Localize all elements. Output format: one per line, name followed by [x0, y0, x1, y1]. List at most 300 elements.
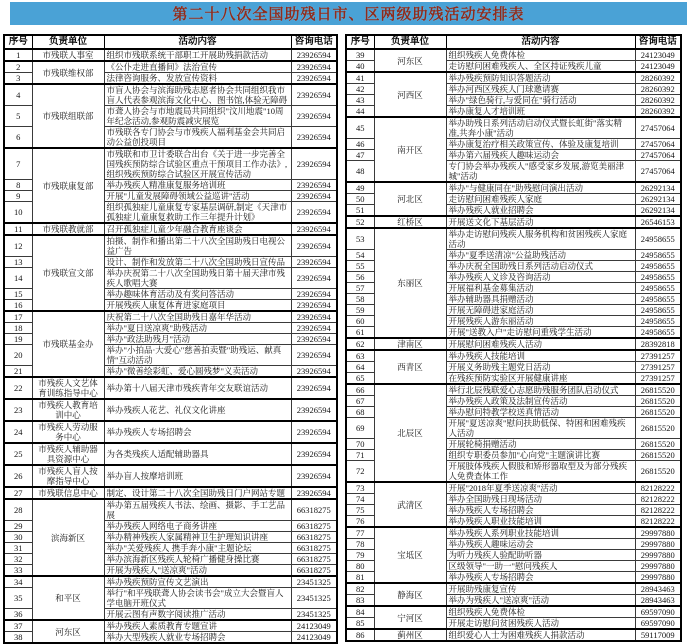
phone-cell: 23926594 [291, 465, 337, 487]
activity-cell: 举办"绿色骑行,与爱同在"骑行活动 [446, 95, 635, 106]
unit-cell: 市残疾人劳动服务中心 [32, 421, 104, 443]
phone-cell: 23926594 [291, 399, 337, 421]
activity-cell: 举办残疾人系列职业技能培训 [446, 527, 635, 539]
activity-cell: 区级领导"一助一"慰问残疾人 [446, 561, 635, 572]
schedule-table-left [3, 34, 338, 644]
table-row [346, 527, 681, 539]
phone-cell: 23926594 [291, 191, 337, 202]
table-row [4, 377, 337, 399]
row-number-cell: 76 [346, 516, 374, 528]
row-number-cell: 57 [346, 283, 374, 294]
phone-cell: 23926594 [291, 49, 337, 61]
activity-cell: 开展无障碍进家庭活动 [446, 305, 635, 316]
row-number-cell: 12 [4, 235, 32, 257]
phone-cell: 27391257 [635, 362, 681, 373]
row-number-cell: 78 [346, 539, 374, 550]
activity-cell: 举办残疾人就业招聘会 [446, 205, 635, 217]
phone-cell: 82128222 [635, 494, 681, 505]
table-row [4, 576, 337, 588]
activity-cell: 举办康复人才培训班 [446, 106, 635, 118]
row-number-cell: 77 [346, 527, 374, 539]
activity-cell: 拍摄、制作和播出第二十八次全国助残日电视公益广告 [104, 235, 291, 257]
unit-cell: 河东区 [374, 49, 446, 72]
unit-cell: 和平区 [32, 576, 104, 620]
row-number-cell: 61 [346, 327, 374, 339]
row-number-cell: 39 [346, 49, 374, 61]
row-number-cell: 40 [346, 61, 374, 73]
phone-cell: 26815520 [635, 418, 681, 439]
table-row [4, 223, 337, 235]
activity-cell: 召开孤独症儿童少年融合教育座谈会 [104, 223, 291, 235]
row-number-cell: 26 [4, 465, 32, 487]
phone-cell: 24958655 [635, 316, 681, 327]
row-number-cell: 71 [346, 450, 374, 461]
activity-cell: 举办残疾人网络电子商务讲座 [104, 521, 291, 532]
activity-cell: 组织孤独症儿童康复专家基层调研,制定《天津市孤独症儿童康复救助工作三年提升计划》 [104, 202, 291, 224]
phone-cell: 24958655 [635, 250, 681, 261]
table-row [4, 499, 337, 521]
table-row [4, 487, 337, 499]
activity-cell: 举办残疾人专场招聘会 [104, 421, 291, 443]
row-number-cell: 50 [346, 194, 374, 205]
row-number-cell: 21 [4, 366, 32, 378]
unit-cell: 市残联宣文部 [32, 235, 104, 311]
activity-cell: 走访慰问困难残疾人家庭 [446, 194, 635, 205]
activity-cell: 为听力残疾人验配助听器 [446, 550, 635, 561]
row-number-cell: 83 [346, 595, 374, 607]
phone-cell: 26815520 [635, 461, 681, 483]
row-number-cell: 20 [4, 345, 32, 366]
row-number-cell: 60 [346, 316, 374, 327]
phone-cell: 28943463 [635, 595, 681, 607]
row-number-cell: 14 [4, 268, 32, 289]
activity-cell: 举办第六届残疾人趣味运动会 [446, 150, 635, 161]
activity-cell: 举办河西区残疾人门球邀请赛 [446, 84, 635, 95]
row-number-cell: 7 [4, 148, 32, 180]
table-row [4, 84, 337, 106]
row-number-cell: 1 [4, 49, 32, 61]
row-number-cell: 79 [346, 550, 374, 561]
phone-cell: 23926594 [291, 345, 337, 366]
unit-cell: 市残联组联部 [32, 84, 104, 148]
table-row [4, 61, 337, 73]
table-row [346, 49, 681, 61]
col-header-phone: 咨询电话 [291, 35, 337, 49]
phone-cell: 28260392 [635, 95, 681, 106]
activity-cell: 举办"关爱残疾人 携手奔小康"主题论坛 [104, 543, 291, 554]
row-number-cell: 82 [346, 583, 374, 595]
activity-cell: 举办精神残疾人家属精神卫生护理知识讲座 [104, 532, 291, 543]
row-number-cell: 68 [346, 407, 374, 418]
table-row [346, 338, 681, 350]
row-number-cell: 22 [4, 377, 32, 399]
row-number-cell: 24 [4, 421, 32, 443]
unit-cell: 市残联维权部 [32, 61, 104, 84]
unit-cell: 市残联基金办 [32, 311, 104, 377]
row-number-cell: 35 [4, 588, 32, 609]
phone-cell: 66318275 [291, 565, 337, 577]
col-header-no: 序号 [4, 35, 32, 49]
activity-cell: 开展助残康复宣传 [446, 583, 635, 595]
row-number-cell: 19 [4, 334, 32, 345]
activity-cell: 开展义务助残主题党日活动 [446, 362, 635, 373]
tables-container [3, 34, 683, 644]
activity-cell: 开展云图有声数字阅读推广活动 [104, 609, 291, 621]
unit-cell: 市残疾人文艺体育训练指导中心 [32, 377, 104, 399]
unit-cell: 静海区 [374, 583, 446, 606]
row-number-cell: 72 [346, 461, 374, 483]
unit-cell: 市残疾人辅助器具资源中心 [32, 443, 104, 465]
row-number-cell: 54 [346, 250, 374, 261]
row-number-cell: 30 [4, 532, 32, 543]
activity-cell: 举办残疾人趣味运动会 [446, 539, 635, 550]
activity-cell: 开展"送教入户"走访慰问重残学生活动 [446, 327, 635, 339]
activity-cell: 市聋人协会与市地震局共同组织"汶川地震"10周年纪念活动,参观防震减灾展览 [104, 106, 291, 127]
unit-cell: 西青区 [374, 350, 446, 384]
phone-cell: 24123049 [635, 49, 681, 61]
phone-cell: 29997880 [635, 550, 681, 561]
unit-cell: 蓟州区 [374, 629, 446, 641]
phone-cell: 26815520 [635, 439, 681, 450]
table-row [4, 620, 337, 632]
phone-cell: 23926594 [291, 73, 337, 85]
phone-cell: 59117009 [635, 629, 681, 641]
activity-cell: 举办"政法助残月"活动 [104, 334, 291, 345]
header-row [4, 35, 337, 49]
phone-cell: 27391257 [635, 350, 681, 362]
row-number-cell: 10 [4, 202, 32, 224]
phone-cell: 23926594 [291, 148, 337, 180]
activity-cell: 专门协会举办残疾人"感受家乡发展,游览美丽津城"活动 [446, 161, 635, 183]
phone-cell: 23451325 [291, 576, 337, 588]
table-row [346, 72, 681, 84]
activity-cell: 开展走访慰问贫困残疾人活动 [446, 618, 635, 630]
phone-cell: 29997880 [635, 539, 681, 550]
activity-cell: 开展肢体残疾人假肢和矫形器取型及为部分残疾人免费查体工作 [446, 461, 635, 483]
col-header-activity: 活动内容 [104, 35, 291, 49]
phone-cell: 26815520 [635, 407, 681, 418]
phone-cell: 82128222 [635, 516, 681, 528]
table-body-right [346, 49, 681, 641]
row-number-cell: 42 [346, 84, 374, 95]
row-number-cell: 6 [4, 127, 32, 149]
row-number-cell: 46 [346, 139, 374, 150]
activity-cell: 《公仆走进直播间》法治宣传 [104, 61, 291, 73]
row-number-cell: 67 [346, 396, 374, 407]
activity-cell: 举办残疾人素质教育专题宣讲 [104, 620, 291, 632]
phone-cell: 23926594 [291, 106, 337, 127]
row-number-cell: 70 [346, 439, 374, 450]
activity-cell: 举办庆祝全国助残日系列活动启动仪式 [446, 261, 635, 272]
title-bar [10, 2, 687, 25]
phone-cell: 66318275 [291, 532, 337, 543]
activity-cell: 庆祝第二十八次全国助残日嘉年华活动 [104, 311, 291, 323]
activity-cell: 法律咨询服务、发放宣传资料 [104, 73, 291, 85]
activity-cell: 制定、设计第二十八次全国助残日门户网站专题 [104, 487, 291, 499]
phone-cell: 23926594 [291, 334, 337, 345]
activity-cell: 开展"夏送凉爽"慰问扶助低保、特困和困难残疾人活动 [446, 418, 635, 439]
row-number-cell: 62 [346, 338, 374, 350]
phone-cell: 23926594 [291, 61, 337, 73]
phone-cell: 69597090 [635, 618, 681, 630]
activity-cell: 市残联和市卫计委联合出台《关于进一步完善全国残疾预防综合试验区重点干预项目工作办法》,组织残疾预防综合试验区开展宣传活动 [104, 148, 291, 180]
activity-cell: 举办盲人按摩培训班 [104, 465, 291, 487]
row-number-cell: 4 [4, 84, 32, 106]
unit-cell: 武清区 [374, 482, 446, 527]
activity-cell: 举办"微善绘彩虹、爱心圆残梦"义卖活动 [104, 366, 291, 378]
row-number-cell: 11 [4, 223, 32, 235]
schedule-table-right [345, 34, 682, 642]
phone-cell: 82128222 [635, 505, 681, 516]
row-number-cell: 9 [4, 191, 32, 202]
unit-cell: 河西区 [374, 72, 446, 117]
row-number-cell: 63 [346, 350, 374, 362]
row-number-cell: 55 [346, 261, 374, 272]
activity-cell: 举办残疾人花艺、礼仪文化讲座 [104, 399, 291, 421]
row-number-cell: 58 [346, 294, 374, 305]
phone-cell: 23926594 [291, 377, 337, 399]
activity-cell: 举办残疾人义诊及咨询活动 [446, 272, 635, 283]
row-number-cell: 41 [346, 72, 374, 84]
row-number-cell: 23 [4, 399, 32, 421]
activity-cell: 举办辅助器具捐赠活动 [446, 294, 635, 305]
row-number-cell: 52 [346, 216, 374, 228]
row-number-cell: 64 [346, 362, 374, 373]
header-row [346, 35, 681, 49]
table-row [346, 350, 681, 362]
activity-cell: 举办"小拍品·大爱心"慈善拍卖暨"助残运、献真情"互动活动 [104, 345, 291, 366]
activity-cell: 举办慰问特教学校送真情活动 [446, 407, 635, 418]
unit-cell: 滨海新区 [32, 499, 104, 576]
phone-cell: 29997880 [635, 572, 681, 584]
row-number-cell: 17 [4, 311, 32, 323]
activity-cell: 开展福利基金募集活动 [446, 283, 635, 294]
phone-cell: 23926594 [291, 366, 337, 378]
row-number-cell: 53 [346, 228, 374, 250]
activity-cell: 举办"夏季送清凉"公益助残活动 [446, 250, 635, 261]
phone-cell: 26815520 [635, 384, 681, 396]
phone-cell: 23926594 [291, 487, 337, 499]
activity-cell: 开展"2018年夏季送凉爽"活动 [446, 482, 635, 494]
col-header-unit: 负责单位 [32, 35, 104, 49]
phone-cell: 24123049 [291, 632, 337, 644]
activity-cell: 举办庆祝第二十八次全国助残日第十届天津市残疾人歌唱大赛 [104, 268, 291, 289]
row-number-cell: 47 [346, 150, 374, 161]
table-row [4, 311, 337, 323]
table-row [4, 421, 337, 443]
table-header [346, 35, 681, 49]
row-number-cell: 69 [346, 418, 374, 439]
activity-cell: 开展残疾人康复体育进家庭项目 [104, 300, 291, 312]
phone-cell: 23926594 [291, 223, 337, 235]
activity-cell: 开展残疾人游东丽活动 [446, 316, 635, 327]
activity-cell: 开展"儿童发展障碍领域公益巡讲"活动 [104, 191, 291, 202]
phone-cell: 23926594 [291, 84, 337, 106]
row-number-cell: 37 [4, 620, 32, 632]
row-number-cell: 3 [4, 73, 32, 85]
activity-cell: 举办大型残疾人就业专场招聘会 [104, 632, 291, 644]
row-number-cell: 48 [346, 161, 374, 183]
activity-cell: 举办残疾人精准康复服务培训班 [104, 180, 291, 191]
table-row [346, 228, 681, 250]
phone-cell: 28260392 [635, 84, 681, 95]
phone-cell: 23926594 [291, 257, 337, 268]
phone-cell: 23926594 [291, 323, 337, 334]
phone-cell: 23451325 [291, 588, 337, 609]
col-header-activity: 活动内容 [446, 35, 635, 49]
activity-cell: 举办残疾预防知识答题活动 [446, 72, 635, 84]
phone-cell: 24958655 [635, 261, 681, 272]
row-number-cell: 36 [4, 609, 32, 621]
phone-cell: 23926594 [291, 311, 337, 323]
activity-cell: 市残联各专门协会与市残疾人福利基金会共同启动公益创投项目 [104, 127, 291, 149]
activity-cell: 开展轮椅捐赠活动 [446, 439, 635, 450]
table-row [4, 49, 337, 61]
phone-cell: 24958655 [635, 272, 681, 283]
phone-cell: 23926594 [291, 443, 337, 465]
phone-cell: 23926594 [291, 289, 337, 300]
activity-cell: 举办残疾人政策及法制宣传活动 [446, 396, 635, 407]
phone-cell: 26815520 [635, 396, 681, 407]
phone-cell: 23451325 [291, 609, 337, 621]
phone-cell: 66318275 [291, 543, 337, 554]
phone-cell: 24958655 [635, 305, 681, 316]
table-row [346, 117, 681, 139]
phone-cell: 27457064 [635, 161, 681, 183]
phone-cell: 26292134 [635, 194, 681, 205]
phone-cell: 24958655 [635, 283, 681, 294]
activity-cell: 举办第十八届天津市残疾青年交友联谊活动 [104, 377, 291, 399]
row-number-cell: 32 [4, 554, 32, 565]
activity-cell: 举办趣味体育活动及有奖问答活动 [104, 289, 291, 300]
table-row [346, 216, 681, 228]
row-number-cell: 13 [4, 257, 32, 268]
phone-cell: 66318275 [291, 554, 337, 565]
activity-cell: 组织专职委员参加"心向党"主题演讲比赛 [446, 450, 635, 461]
table-row [4, 399, 337, 421]
activity-cell: 设计、制作和发放第二十八次全国助残日宣传品 [104, 257, 291, 268]
phone-cell: 27457064 [635, 139, 681, 150]
col-header-phone: 咨询电话 [635, 35, 681, 49]
phone-cell: 23926594 [291, 202, 337, 224]
activity-cell: 走访慰问困难残疾人、全区持证残疾儿童 [446, 61, 635, 73]
activity-cell: 组织残疾人免费体检 [446, 49, 635, 61]
row-number-cell: 34 [4, 576, 32, 588]
table-row [346, 606, 681, 618]
activity-cell: 市盲人协会与滨海助残志愿者协会共同组织我市盲人代表参观滨海文化中心、图书馆,体验无障碍 [104, 84, 291, 106]
phone-cell: 29997880 [635, 527, 681, 539]
activity-cell: 在残疾预防实验区开展健康讲座 [446, 373, 635, 385]
activity-cell: 举办残疾人技能培训 [446, 350, 635, 362]
activity-cell: 举办走访慰问残疾人服务机构和贫困残疾人家庭活动 [446, 228, 635, 250]
page-title: 第二十八次全国助残日市、区两级助残活动安排表 [172, 6, 525, 23]
row-number-cell: 33 [4, 565, 32, 577]
row-number-cell: 66 [346, 384, 374, 396]
phone-cell: 24958655 [635, 228, 681, 250]
row-number-cell: 25 [4, 443, 32, 465]
row-number-cell: 5 [4, 106, 32, 127]
activity-cell: 举办残疾人专场招聘会 [446, 505, 635, 516]
phone-cell: 28260392 [635, 106, 681, 118]
phone-cell: 23926594 [291, 421, 337, 443]
activity-cell: 举办残疾人专场招聘会 [446, 572, 635, 584]
phone-cell: 24123049 [291, 620, 337, 632]
activity-cell: 举办"夏日送凉爽"助残活动 [104, 323, 291, 334]
row-number-cell: 2 [4, 61, 32, 73]
row-number-cell: 75 [346, 505, 374, 516]
row-number-cell: 74 [346, 494, 374, 505]
activity-cell: 组织残疾人免费体检 [446, 606, 635, 618]
unit-cell: 市残疾人教育培训中心 [32, 399, 104, 421]
phone-cell: 27457064 [635, 150, 681, 161]
phone-cell: 26292134 [635, 182, 681, 194]
row-number-cell: 8 [4, 180, 32, 191]
activity-cell: 举行北辰残联爱心志愿助残服务团队启动仪式 [446, 384, 635, 396]
row-number-cell: 29 [4, 521, 32, 532]
activity-cell: 举行"和平残联聋人协会读书会"成立大会暨盲人学电脑开班仪式 [104, 588, 291, 609]
activity-cell: 举办滨海新区残疾人轮椅广播健身操比赛 [104, 554, 291, 565]
row-number-cell: 84 [346, 606, 374, 618]
unit-cell: 河东区 [32, 620, 104, 643]
table-row [4, 148, 337, 180]
unit-cell: 市残联信息中心 [32, 487, 104, 499]
phone-cell: 26292134 [635, 205, 681, 217]
row-number-cell: 45 [346, 117, 374, 139]
phone-cell: 23926594 [291, 300, 337, 312]
phone-cell: 27457064 [635, 117, 681, 139]
phone-cell: 28943463 [635, 583, 681, 595]
table-header [4, 35, 337, 49]
activity-cell: 举办助残日系列活动启动仪式暨长虹街"落实精准,共奔小康"活动 [446, 117, 635, 139]
unit-cell: 市残疾人盲人按摩指导中心 [32, 465, 104, 487]
phone-cell: 24958655 [635, 294, 681, 305]
phone-cell: 26546153 [635, 216, 681, 228]
activity-cell: 举办"与健康同在"助残慰问演出活动 [446, 182, 635, 194]
row-number-cell: 56 [346, 272, 374, 283]
activity-cell: 开展送文化下基层活动 [446, 216, 635, 228]
unit-cell: 市残联教就部 [32, 223, 104, 235]
unit-cell: 河北区 [374, 182, 446, 216]
row-number-cell: 80 [346, 561, 374, 572]
table-row [346, 629, 681, 641]
activity-cell: 开展慰问困难残疾人活动 [446, 338, 635, 350]
row-number-cell: 27 [4, 487, 32, 499]
row-number-cell: 65 [346, 373, 374, 385]
row-number-cell: 85 [346, 618, 374, 630]
phone-cell: 29997880 [635, 561, 681, 572]
row-number-cell: 51 [346, 205, 374, 217]
row-number-cell: 73 [346, 482, 374, 494]
phone-cell: 23926594 [291, 127, 337, 149]
unit-cell: 北辰区 [374, 384, 446, 482]
table-row [4, 235, 337, 257]
row-number-cell: 31 [4, 543, 32, 554]
activity-cell: 举办第五届残疾人书法、绘画、摄影、手工艺品展 [104, 499, 291, 521]
activity-cell: 举办全国助残日现场活动 [446, 494, 635, 505]
activity-cell: 开展为残疾人"送凉爽"活动 [104, 565, 291, 577]
unit-cell: 市残联人事室 [32, 49, 104, 61]
row-number-cell: 18 [4, 323, 32, 334]
col-header-no: 序号 [346, 35, 374, 49]
activity-cell: 组织爱心人士为困难残疾人捐款活动 [446, 629, 635, 641]
phone-cell: 28260392 [635, 72, 681, 84]
row-number-cell: 86 [346, 629, 374, 641]
row-number-cell: 16 [4, 300, 32, 312]
table-row [346, 482, 681, 494]
phone-cell: 23926594 [291, 235, 337, 257]
phone-cell: 24958655 [635, 327, 681, 339]
row-number-cell: 38 [4, 632, 32, 644]
